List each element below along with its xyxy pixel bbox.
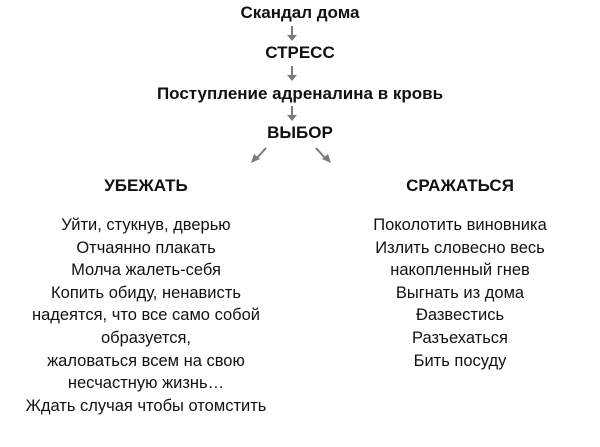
arrow-down-icon <box>286 26 298 42</box>
list-item: Отчаянно плакать <box>76 238 216 257</box>
branch-title-fight: СРАЖАТЬСЯ <box>406 176 514 195</box>
list-item: накопленный гнев <box>390 261 530 280</box>
list-item: несчастную жизнь… <box>67 374 225 393</box>
list-item: надеятся, что все само собой <box>31 306 261 325</box>
list-item: Выгнать из дома <box>395 283 525 302</box>
node-adrenaline: Поступление адреналина в кровь <box>156 84 444 103</box>
list-item: жаловаться всем на свою <box>47 351 245 370</box>
list-item: Уйти, стукнув, дверью <box>61 216 231 234</box>
list-item: образуется, <box>100 328 191 347</box>
list-item: Ждать случая чтобы отомстить <box>25 396 267 415</box>
list-item: Разъехаться <box>412 328 508 347</box>
node-stress: СТРЕСС <box>265 43 335 62</box>
list-item: Копить обиду, ненависть <box>51 283 241 302</box>
list-item: Ðазвестись <box>415 306 505 325</box>
node-choice: ВЫБОР <box>267 123 333 142</box>
list-item: Поколотить виновника <box>373 216 547 234</box>
arrow-down-icon <box>286 106 298 122</box>
branch-list-fight <box>320 214 600 372</box>
list-item: Молча жалеть-себя <box>71 261 221 280</box>
arrow-down-icon <box>286 66 298 82</box>
branch-title-flee: УБЕЖАТЬ <box>104 176 188 195</box>
branch-list-flee <box>0 214 292 417</box>
list-item: Излить словесно весь <box>375 238 545 257</box>
list-item: Бить посуду <box>413 351 507 370</box>
node-scandal: Скандал дома <box>240 3 360 22</box>
arrow-down-right-icon <box>312 146 334 166</box>
arrow-down-left-icon <box>248 146 270 166</box>
